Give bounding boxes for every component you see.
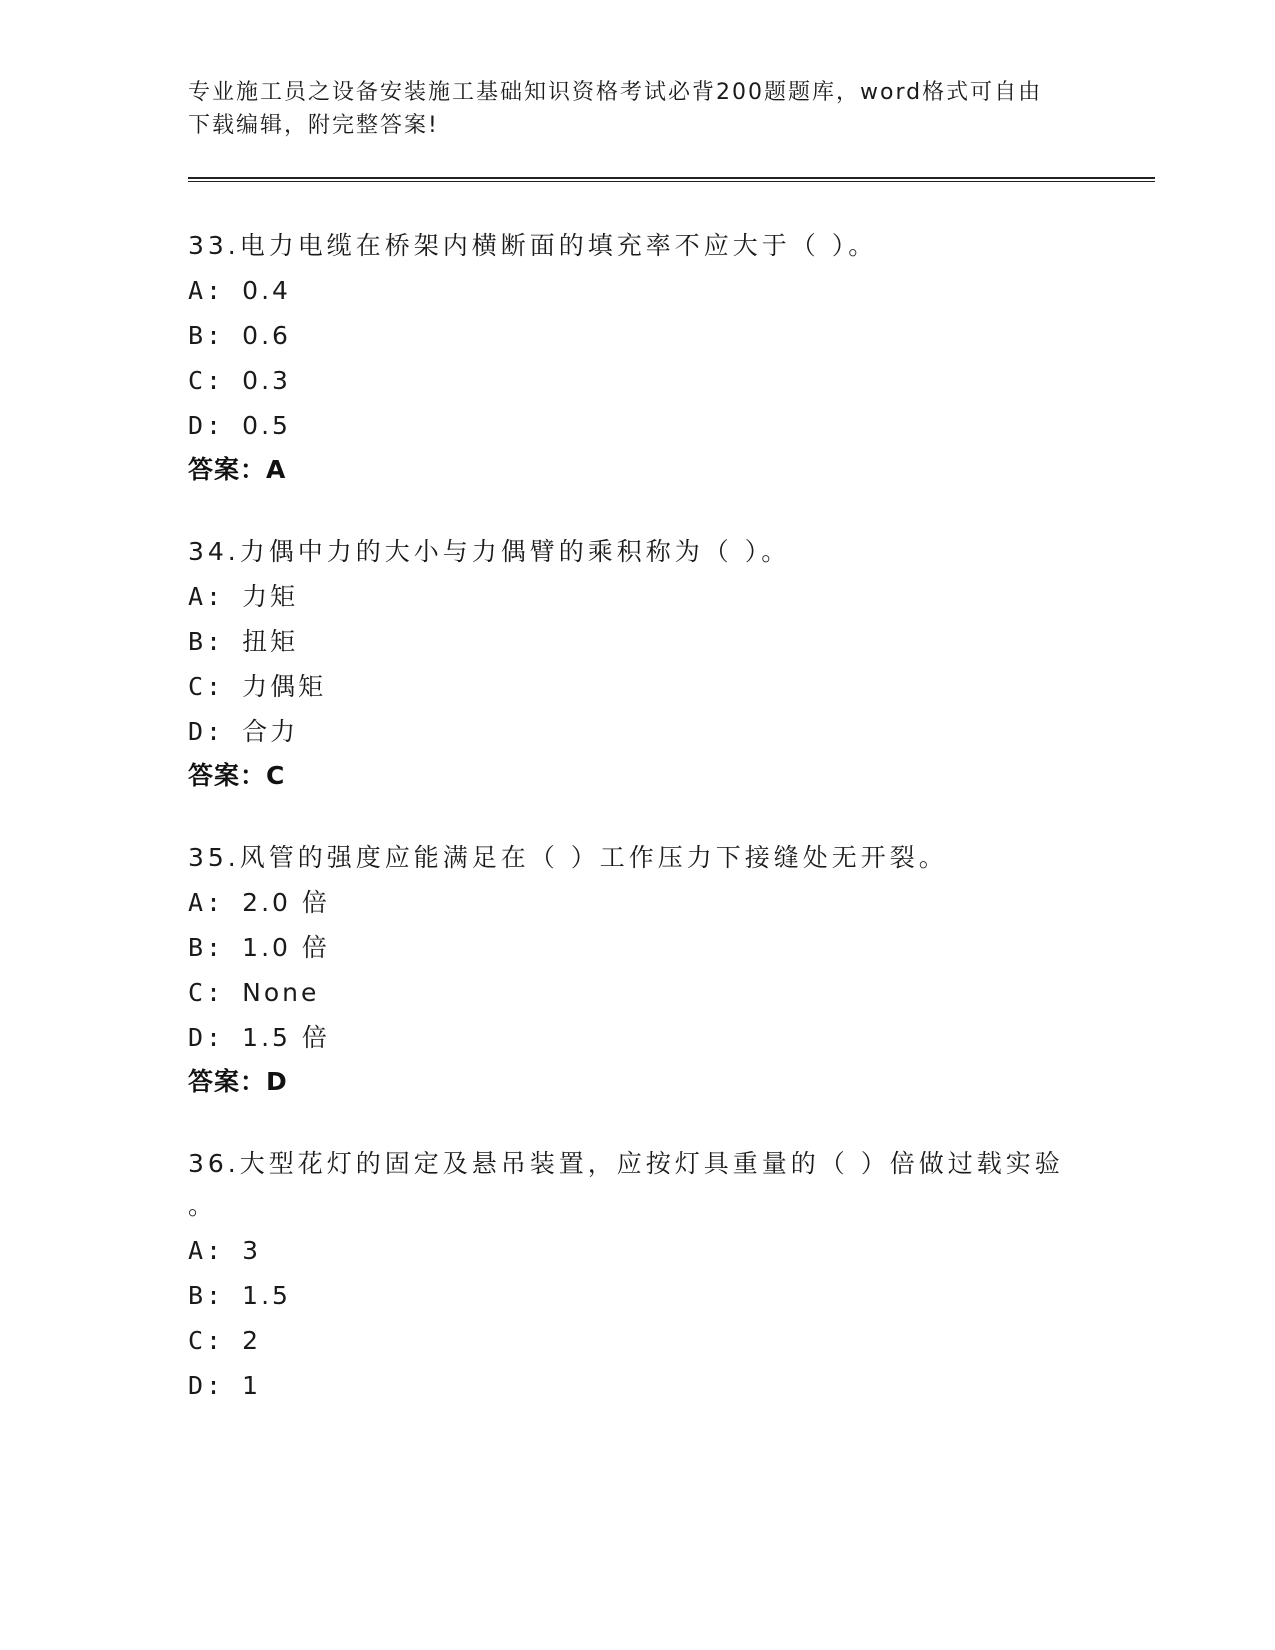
option-text: 1 <box>242 1371 262 1400</box>
question-text: 大型花灯的固定及悬吊装置，应按灯具重量的（ ）倍做过载实验 <box>239 1149 1064 1178</box>
header-divider-thick <box>188 177 1155 179</box>
option-text: 3 <box>242 1236 262 1265</box>
option-d <box>188 1370 1088 1402</box>
question-text: 力偶中力的大小与力偶臂的乘积称为（ ）。 <box>239 537 791 566</box>
option-c <box>188 977 1088 1009</box>
question-33 <box>188 230 1088 486</box>
answer-line: 答案：C <box>188 761 286 790</box>
question-text: 电力电缆在桥架内横断面的填充率不应大于（ ）。 <box>239 231 878 260</box>
option-c <box>188 671 1088 703</box>
option-label: C: <box>188 366 225 395</box>
option-text: 力矩 <box>242 582 299 611</box>
option-text: 1.5 倍 <box>242 1023 330 1052</box>
question-34 <box>188 536 1088 792</box>
option-d <box>188 1022 1088 1054</box>
option-text: 2.0 倍 <box>242 888 330 917</box>
option-label: B: <box>188 933 225 962</box>
option-a <box>188 581 1088 613</box>
option-text: 合力 <box>242 717 299 746</box>
option-text: 1.5 <box>242 1281 291 1310</box>
option-text: 0.3 <box>242 366 291 395</box>
option-label: C: <box>188 978 225 1007</box>
question-number: 36. <box>188 1149 240 1178</box>
option-label: B: <box>188 1281 225 1310</box>
option-b <box>188 1280 1088 1312</box>
option-c <box>188 365 1088 397</box>
question-35 <box>188 842 1088 1098</box>
option-label: B: <box>188 627 225 656</box>
document-header <box>188 76 1068 142</box>
answer-line: 答案：A <box>188 455 287 484</box>
option-label: C: <box>188 672 225 701</box>
option-label: A: <box>188 276 225 305</box>
question-number: 34. <box>188 537 240 566</box>
option-label: C: <box>188 1326 225 1355</box>
option-text: 0.6 <box>242 321 291 350</box>
question-stem <box>188 1148 1088 1180</box>
question-stem <box>188 842 1088 874</box>
header-line-2: 下载编辑，附完整答案! <box>188 113 439 138</box>
option-label: A: <box>188 888 225 917</box>
option-label: D: <box>188 411 225 440</box>
answer-line: 答案：D <box>188 1067 288 1096</box>
option-a <box>188 275 1088 307</box>
option-label: A: <box>188 1236 225 1265</box>
option-label: D: <box>188 1371 225 1400</box>
header-divider-thin <box>188 181 1155 182</box>
option-b <box>188 932 1088 964</box>
option-text: None <box>242 978 320 1007</box>
option-label: A: <box>188 582 225 611</box>
option-label: D: <box>188 1023 225 1052</box>
option-a <box>188 1235 1088 1267</box>
question-number: 33. <box>188 231 240 260</box>
option-b <box>188 320 1088 352</box>
question-stem <box>188 230 1088 262</box>
header-line-1: 专业施工员之设备安装施工基础知识资格考试必背200题题库，word格式可自由 <box>188 80 1043 105</box>
question-stem-continuation: 。 <box>188 1191 214 1220</box>
option-label: D: <box>188 717 225 746</box>
question-stem <box>188 536 1088 568</box>
option-text: 扭矩 <box>242 627 299 656</box>
question-text: 风管的强度应能满足在（ ）工作压力下接缝处无开裂。 <box>239 843 948 872</box>
option-d <box>188 716 1088 748</box>
option-b <box>188 626 1088 658</box>
option-a <box>188 887 1088 919</box>
question-number: 35. <box>188 843 240 872</box>
option-d <box>188 410 1088 442</box>
option-c <box>188 1325 1088 1357</box>
option-text: 0.5 <box>242 411 291 440</box>
question-36 <box>188 1148 1088 1402</box>
option-text: 1.0 倍 <box>242 933 330 962</box>
option-text: 2 <box>242 1326 262 1355</box>
option-text: 0.4 <box>242 276 291 305</box>
option-label: B: <box>188 321 225 350</box>
option-text: 力偶矩 <box>242 672 327 701</box>
